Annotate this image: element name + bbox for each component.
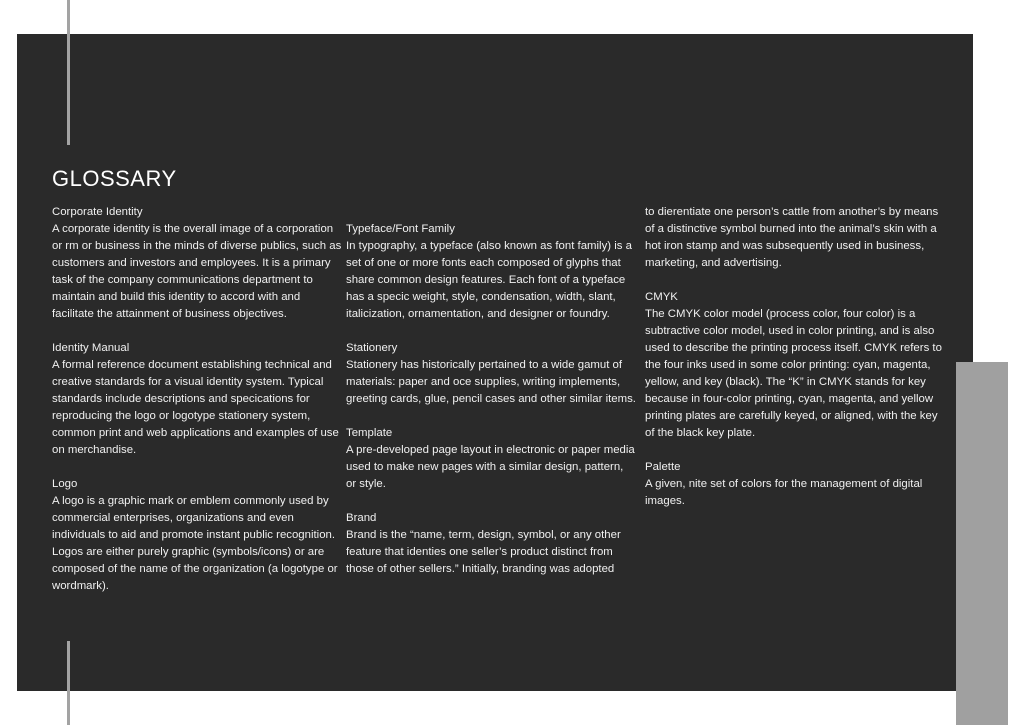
glossary-definition: A given, nite set of colors for the management of digital images. — [645, 478, 923, 507]
glossary-definition: A logo is a graphic mark or emblem commonly used by commercial enterprises, organizations and even individuals to aid and promote instant public recognition. Logos are either purely graphic (symbols/icons) or are composed of the name of the organization (a logotype or wordmark). — [52, 495, 338, 592]
glossary-definition: Brand is the “name, term, design, symbol, or any other feature that identies one seller’s product distinct from those of other sellers.” Initially, branding was adopted — [346, 529, 621, 575]
glossary-definition: A pre-developed page layout in electronic or paper media used to make new pages with a similar design, pattern, or style. — [346, 444, 635, 490]
glossary-entry-template — [346, 425, 636, 493]
glossary-term: Typeface/Font Family — [346, 223, 455, 235]
page-title: GLOSSARY — [52, 166, 177, 191]
glossary-definition: A corporate identity is the overall image of a corporation or rm or business in the minds of diverse publics, such as customers and investors and employees. It is a primary task of the company communications department to maintain and build this identity to accord with and facilitate the attainment of business objectives. — [52, 223, 342, 320]
bottom-vertical-rule — [67, 641, 70, 725]
glossary-term: Identity Manual — [52, 342, 130, 354]
glossary-entry-typeface — [346, 221, 636, 323]
glossary-definition: A formal reference document establishing technical and creative standards for a visual identity system. Typical standards include descriptions and specications for reproducing the logo or logotype stationery system, common print and web applications and examples of use on merchandise. — [52, 359, 339, 456]
glossary-column-3 — [645, 204, 947, 527]
glossary-definition: to dierentiate one person’s cattle from another’s by means of a distinctive symbol burned into the animal’s skin with a hot iron stamp and was subsequently used in business, marketing, and advertising. — [645, 206, 939, 269]
top-vertical-rule — [67, 0, 70, 145]
glossary-term: Palette — [645, 461, 681, 473]
glossary-term: Brand — [346, 512, 377, 524]
glossary-entry-cmyk — [645, 289, 947, 442]
glossary-column-2 — [346, 221, 636, 595]
glossary-entry-logo — [52, 476, 342, 595]
glossary-entry-brand-continued — [645, 204, 947, 272]
glossary-entry-corporate-identity — [52, 204, 342, 323]
glossary-column-1 — [52, 204, 342, 612]
glossary-term: Corporate Identity — [52, 206, 143, 218]
glossary-entry-stationery — [346, 340, 636, 408]
glossary-entry-palette — [645, 459, 947, 510]
grey-side-block — [956, 362, 1008, 725]
glossary-term: Logo — [52, 478, 78, 490]
glossary-term: Stationery — [346, 342, 398, 354]
glossary-definition: In typography, a typeface (also known as font family) is a set of one or more fonts each composed of glyphs that share common design features. Each font of a typeface has a specic weight, style, condensation, width, slant, italicization, ornamentation, and designer or foundry. — [346, 240, 632, 320]
glossary-definition: The CMYK color model (process color, four color) is a subtractive color model, used in color printing, and is also used to describe the printing process itself. CMYK refers to the four inks used in some color printing: cyan, magenta, yellow, and key (black). The “K” in CMYK stands for key because in four-color printing, cyan, magenta, and yellow printing plates are carefully keyed, or aligned, with the key of the black key plate. — [645, 308, 942, 439]
glossary-entry-brand — [346, 510, 636, 578]
glossary-term: Template — [346, 427, 393, 439]
glossary-entry-identity-manual — [52, 340, 342, 459]
glossary-definition: Stationery has historically pertained to a wide gamut of materials: paper and oce supplies, writing implements, greeting cards, glue, pencil cases and other similar items. — [346, 359, 636, 405]
glossary-term: CMYK — [645, 291, 678, 303]
